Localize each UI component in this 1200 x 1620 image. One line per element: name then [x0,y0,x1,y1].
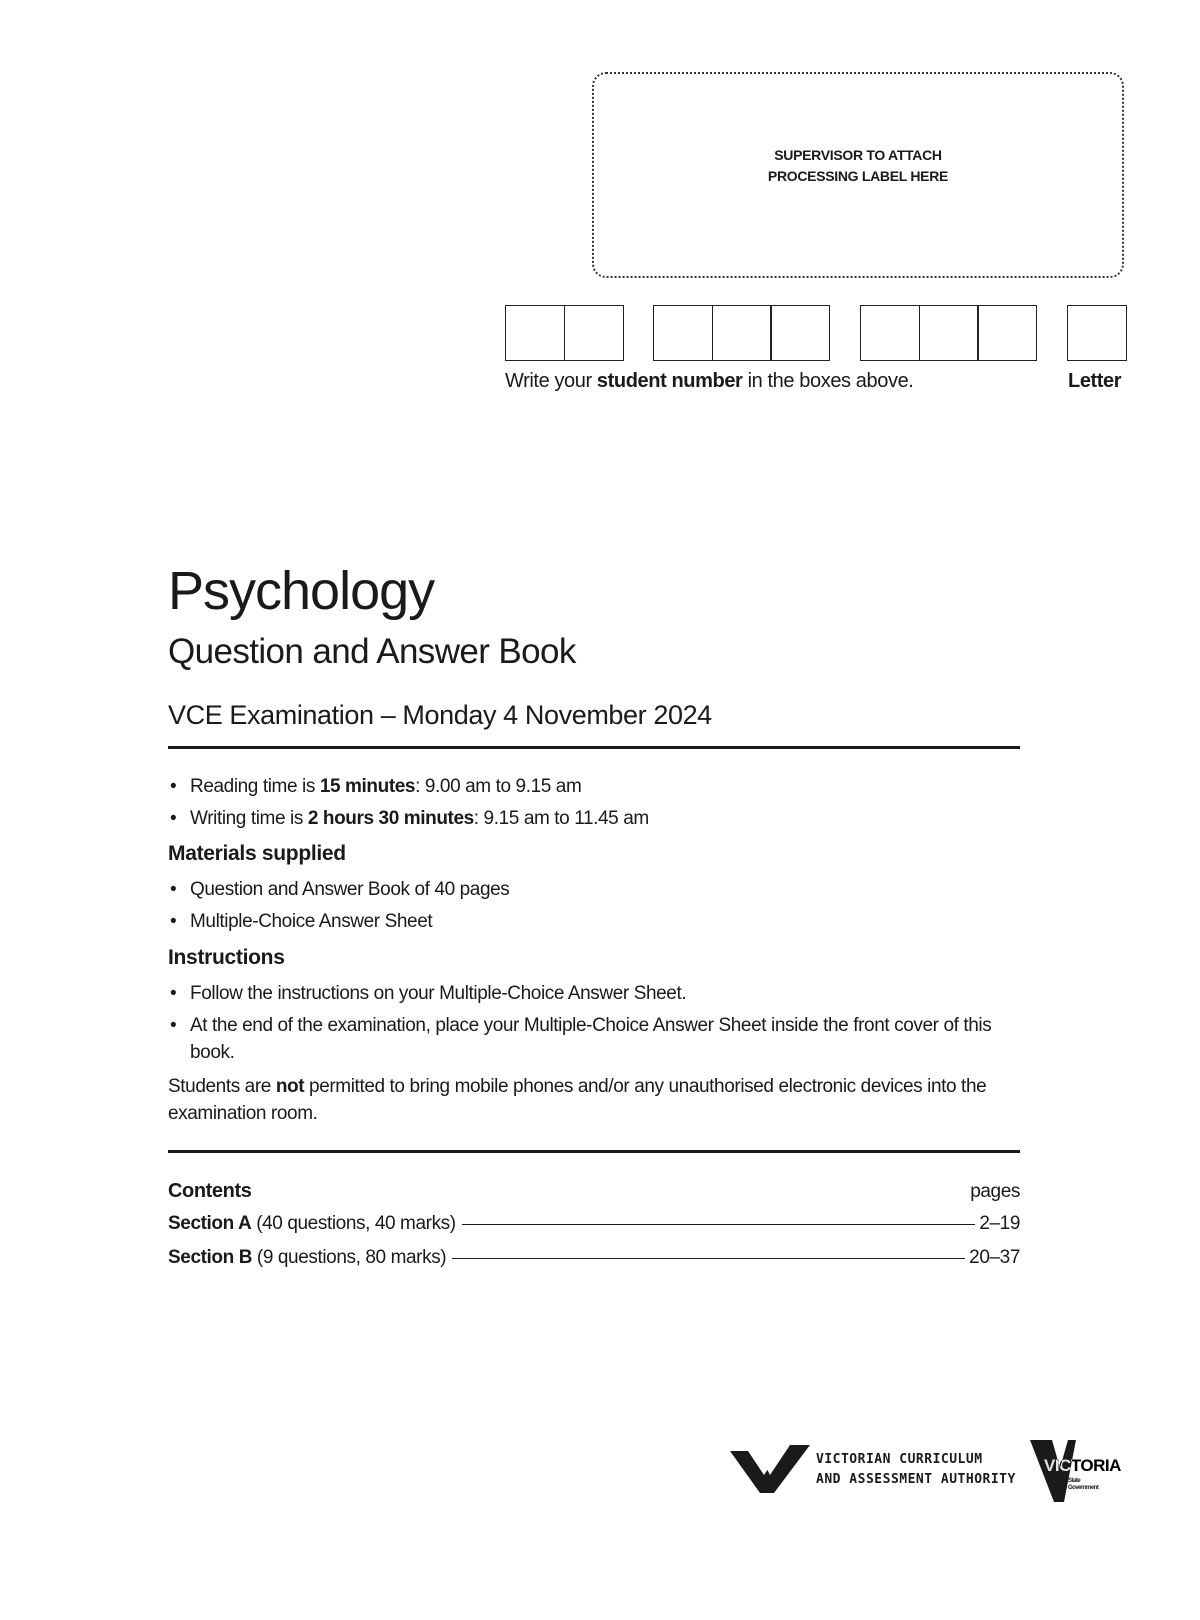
list-item: • At the end of the examination, place your Multiple-Choice Answer Sheet inside the front cover of this book. [168,1012,1020,1066]
letter-label: Letter [1068,370,1122,392]
divider [168,746,1020,749]
section-detail: (40 questions, 40 marks) [251,1213,456,1234]
student-number-box[interactable] [860,305,920,361]
text: Students are [168,1076,276,1097]
contents-header [168,1180,1020,1203]
materials-heading: Materials supplied [168,842,346,865]
text-bold: 2 hours 30 minutes [307,808,474,829]
time-list [168,773,1020,837]
materials-list [168,876,1020,940]
instruction-text: in the boxes above. [742,370,914,392]
student-number-instruction [505,370,913,393]
text-bold: 15 minutes [319,776,416,797]
student-number-group-3 [860,305,1037,361]
divider [168,1150,1020,1153]
victoria-logo [1030,1440,1130,1502]
leader-line [462,1224,976,1225]
vcaa-logo [730,1445,1016,1495]
victoria-name [1044,1456,1121,1492]
list-item [168,805,1020,832]
victoria-word: VICTORIA [1044,1456,1121,1475]
section-pages: 2–19 [979,1213,1020,1234]
contents-heading: Contents [168,1180,252,1202]
text: Reading time is [190,776,320,797]
section-pages: 20–37 [969,1247,1020,1268]
pages-label: pages [970,1181,1020,1202]
student-number-box[interactable] [505,305,565,361]
student-number-box[interactable] [653,305,713,361]
section-label [168,1213,456,1235]
label-line-1: SUPERVISOR TO ATTACH [774,147,942,163]
section-label [168,1247,446,1269]
instructions-heading: Instructions [168,946,285,969]
vcaa-name-line-2: AND ASSESSMENT AUTHORITY [816,1472,1016,1487]
text: permitted to bring mobile phones and/or any unauthorised electronic devices into the examination room. [168,1076,987,1124]
text: : 9.15 am to 11.45 am [473,808,649,829]
contents-row [168,1213,1020,1235]
page-subtitle: Question and Answer Book [168,632,576,671]
list-item: • Follow the instructions on your Multiple-Choice Answer Sheet. [168,980,1020,1007]
label-line-2: PROCESSING LABEL HERE [767,168,949,184]
letter-box[interactable] [1067,305,1127,361]
victoria-sub-1: State [1068,1478,1081,1484]
processing-label-area [592,72,1124,278]
device-notice [168,1073,1008,1127]
student-number-group-2 [653,305,830,361]
instruction-text: Write your [505,370,597,392]
vcaa-name-line-1: VICTORIAN CURRICULUM [816,1452,983,1467]
section-name: Section A [168,1213,252,1234]
section-detail: (9 questions, 80 marks) [252,1247,447,1268]
student-number-box[interactable] [712,305,772,361]
instruction-bold: student number [596,370,743,392]
page-title: Psychology [168,561,435,621]
contents-row [168,1247,1020,1269]
letter-group [1067,305,1127,361]
leader-line [452,1258,965,1259]
student-number-box[interactable] [770,305,830,361]
student-number-group-1 [505,305,624,361]
student-number-box[interactable] [564,305,624,361]
exam-date: VCE Examination – Monday 4 November 2024 [168,700,712,730]
text: : 9.00 am to 9.15 am [415,776,582,797]
text-bold: not [275,1076,305,1097]
text: Writing time is [190,808,308,829]
vcaa-mark-icon [730,1445,810,1495]
list-item [168,773,1020,800]
list-item: • Question and Answer Book of 40 pages [168,876,1020,903]
student-number-box[interactable] [977,305,1037,361]
list-item: • Multiple-Choice Answer Sheet [168,908,1020,935]
victoria-sub-2: Government [1068,1485,1099,1491]
student-number-box[interactable] [919,305,979,361]
section-name: Section B [168,1247,253,1268]
instructions-list [168,980,1020,1071]
